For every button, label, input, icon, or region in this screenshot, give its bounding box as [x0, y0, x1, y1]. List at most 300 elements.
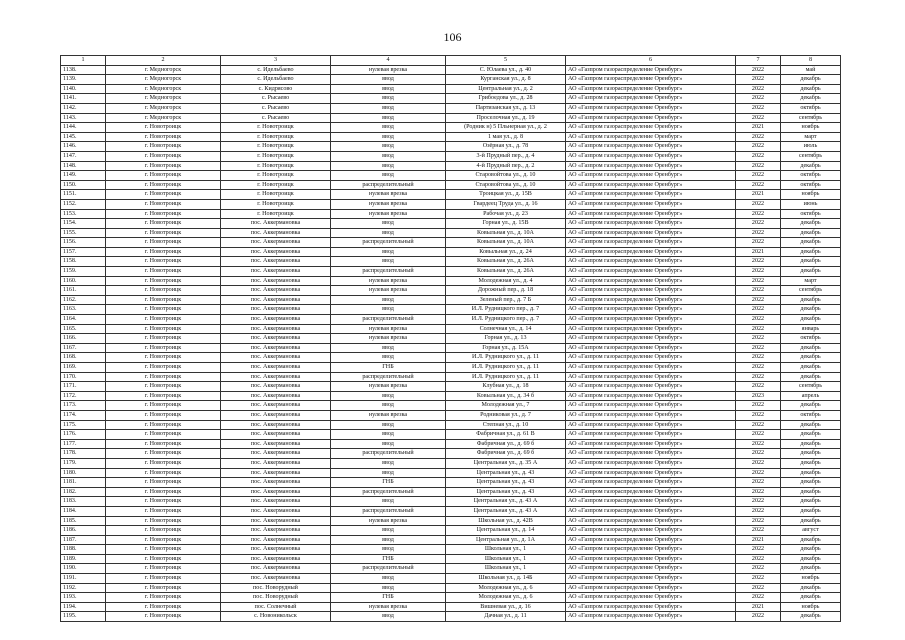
- year-cell: 2022: [736, 171, 781, 181]
- row-number-cell: 1157.: [61, 247, 106, 257]
- address-cell: Курганская ул., д. 8: [446, 75, 566, 85]
- address-cell: Старовойтова ул., д. 10: [446, 180, 566, 190]
- organization-cell: АО «Газпром газораспределение Оренбург»: [566, 458, 736, 468]
- address-cell: И.Л. Рудницкого ул., д. 11: [446, 353, 566, 363]
- row-number-cell: 1171.: [61, 382, 106, 392]
- district-cell: г. Новотроицк: [106, 286, 221, 296]
- district-cell: г. Новотроицк: [106, 190, 221, 200]
- row-number-cell: 1184.: [61, 506, 106, 516]
- data-table: [60, 55, 841, 622]
- address-cell: И.Л. Рудницкого пер., д. 7: [446, 315, 566, 325]
- table-row: [61, 295, 841, 305]
- settlement-cell: пос. Аккермановка: [221, 545, 331, 555]
- table-row: [61, 401, 841, 411]
- settlement-cell: с. Идельбаево: [221, 75, 331, 85]
- row-number-cell: 1190.: [61, 564, 106, 574]
- table-row: [61, 478, 841, 488]
- month-cell: ноябрь: [781, 574, 841, 584]
- row-number-cell: 1147.: [61, 151, 106, 161]
- work-type-cell: ввод: [331, 430, 446, 440]
- address-cell: Озёрная ул., д. 78: [446, 142, 566, 152]
- year-cell: 2022: [736, 487, 781, 497]
- settlement-cell: пос. Аккермановка: [221, 554, 331, 564]
- month-cell: сентябрь: [781, 151, 841, 161]
- month-cell: декабрь: [781, 593, 841, 603]
- address-cell: Солнечная ул., д. 14: [446, 324, 566, 334]
- month-cell: декабрь: [781, 363, 841, 373]
- settlement-cell: пос. Аккермановка: [221, 458, 331, 468]
- address-cell: Горная ул., д. 15А: [446, 343, 566, 353]
- address-cell: И.Л. Рудницкого пер., д. 7: [446, 305, 566, 315]
- organization-cell: АО «Газпром газораспределение Оренбург»: [566, 410, 736, 420]
- table-row: [61, 209, 841, 219]
- year-cell: 2022: [736, 526, 781, 536]
- year-cell: 2022: [736, 506, 781, 516]
- settlement-cell: г. Новотроицк: [221, 171, 331, 181]
- organization-cell: АО «Газпром газораспределение Оренбург»: [566, 132, 736, 142]
- column-header: 1: [61, 56, 106, 66]
- settlement-cell: пос. Аккермановка: [221, 401, 331, 411]
- work-type-cell: ввод: [331, 401, 446, 411]
- month-cell: декабрь: [781, 372, 841, 382]
- organization-cell: АО «Газпром газораспределение Оренбург»: [566, 305, 736, 315]
- month-cell: декабрь: [781, 353, 841, 363]
- month-cell: декабрь: [781, 583, 841, 593]
- year-cell: 2022: [736, 103, 781, 113]
- settlement-cell: г. Новотроицк: [221, 209, 331, 219]
- district-cell: г. Новотроицк: [106, 554, 221, 564]
- address-cell: Дорожный пер., д. 18: [446, 286, 566, 296]
- work-type-cell: ввод: [331, 526, 446, 536]
- table-row: [61, 84, 841, 94]
- year-cell: 2022: [736, 267, 781, 277]
- organization-cell: АО «Газпром газораспределение Оренбург»: [566, 190, 736, 200]
- row-number-cell: 1144.: [61, 123, 106, 133]
- district-cell: г. Новотроицк: [106, 171, 221, 181]
- column-header: 7: [736, 56, 781, 66]
- month-cell: декабрь: [781, 315, 841, 325]
- organization-cell: АО «Газпром газораспределение Оренбург»: [566, 180, 736, 190]
- settlement-cell: с. Рысаево: [221, 113, 331, 123]
- month-cell: ноябрь: [781, 123, 841, 133]
- column-header: 6: [566, 56, 736, 66]
- month-cell: декабрь: [781, 449, 841, 459]
- district-cell: г. Новотроицк: [106, 478, 221, 488]
- table-row: [61, 199, 841, 209]
- year-cell: 2022: [736, 478, 781, 488]
- work-type-cell: нулевая врезка: [331, 334, 446, 344]
- district-cell: г. Новотроицк: [106, 612, 221, 622]
- year-cell: 2022: [736, 209, 781, 219]
- work-type-cell: ввод: [331, 84, 446, 94]
- month-cell: декабрь: [781, 219, 841, 229]
- address-cell: Ковыльная ул., д. 26А: [446, 267, 566, 277]
- table-row: [61, 132, 841, 142]
- district-cell: г. Новотроицк: [106, 391, 221, 401]
- settlement-cell: пос. Аккермановка: [221, 295, 331, 305]
- year-cell: 2022: [736, 468, 781, 478]
- organization-cell: АО «Газпром газораспределение Оренбург»: [566, 103, 736, 113]
- table-row: [61, 142, 841, 152]
- organization-cell: АО «Газпром газораспределение Оренбург»: [566, 228, 736, 238]
- table-row: [61, 516, 841, 526]
- district-cell: г. Новотроицк: [106, 382, 221, 392]
- table-row: [61, 305, 841, 315]
- district-cell: г. Медногорск: [106, 65, 221, 75]
- organization-cell: АО «Газпром газораспределение Оренбург»: [566, 583, 736, 593]
- row-number-cell: 1193.: [61, 593, 106, 603]
- address-cell: Центральная ул., д. 14: [446, 526, 566, 536]
- work-type-cell: распределительный: [331, 180, 446, 190]
- column-header: 2: [106, 56, 221, 66]
- year-cell: 2022: [736, 449, 781, 459]
- organization-cell: АО «Газпром газораспределение Оренбург»: [566, 209, 736, 219]
- settlement-cell: пос. Аккермановка: [221, 324, 331, 334]
- row-number-cell: 1159.: [61, 267, 106, 277]
- address-cell: Школьная ул., д. 14Б: [446, 574, 566, 584]
- year-cell: 2022: [736, 564, 781, 574]
- row-number-cell: 1174.: [61, 410, 106, 420]
- row-number-cell: 1172.: [61, 391, 106, 401]
- district-cell: г. Новотроицк: [106, 334, 221, 344]
- organization-cell: АО «Газпром газораспределение Оренбург»: [566, 526, 736, 536]
- settlement-cell: пос. Аккермановка: [221, 257, 331, 267]
- district-cell: г. Новотроицк: [106, 353, 221, 363]
- settlement-cell: пос. Аккермановка: [221, 526, 331, 536]
- address-cell: Центральная ул., д. 2: [446, 84, 566, 94]
- table-row: [61, 363, 841, 373]
- settlement-cell: г. Новотроицк: [221, 142, 331, 152]
- row-number-cell: 1142.: [61, 103, 106, 113]
- table-row: [61, 583, 841, 593]
- row-number-cell: 1180.: [61, 468, 106, 478]
- month-cell: март: [781, 276, 841, 286]
- year-cell: 2022: [736, 420, 781, 430]
- district-cell: г. Новотроицк: [106, 410, 221, 420]
- settlement-cell: пос. Аккермановка: [221, 410, 331, 420]
- organization-cell: АО «Газпром газораспределение Оренбург»: [566, 276, 736, 286]
- work-type-cell: распределительный: [331, 564, 446, 574]
- district-cell: г. Новотроицк: [106, 132, 221, 142]
- work-type-cell: ввод: [331, 343, 446, 353]
- address-cell: Ковыльная ул., д. 10А: [446, 228, 566, 238]
- address-cell: 1 мая ул., д. 8: [446, 132, 566, 142]
- settlement-cell: пос. Аккермановка: [221, 468, 331, 478]
- row-number-cell: 1179.: [61, 458, 106, 468]
- month-cell: ноябрь: [781, 190, 841, 200]
- year-cell: 2022: [736, 151, 781, 161]
- district-cell: г. Новотроицк: [106, 267, 221, 277]
- work-type-cell: ГНБ: [331, 478, 446, 488]
- work-type-cell: распределительный: [331, 238, 446, 248]
- work-type-cell: ввод: [331, 391, 446, 401]
- row-number-cell: 1185.: [61, 516, 106, 526]
- table-row: [61, 324, 841, 334]
- organization-cell: АО «Газпром газораспределение Оренбург»: [566, 564, 736, 574]
- year-cell: 2022: [736, 382, 781, 392]
- settlement-cell: г. Новотроицк: [221, 151, 331, 161]
- month-cell: декабрь: [781, 401, 841, 411]
- year-cell: 2022: [736, 94, 781, 104]
- table-row: [61, 219, 841, 229]
- address-cell: Молодежная ул., д. 6: [446, 593, 566, 603]
- work-type-cell: ввод: [331, 151, 446, 161]
- month-cell: сентябрь: [781, 382, 841, 392]
- address-cell: Ковыльная ул., д. 34 б: [446, 391, 566, 401]
- year-cell: 2022: [736, 343, 781, 353]
- month-cell: сентябрь: [781, 286, 841, 296]
- settlement-cell: пос. Аккермановка: [221, 228, 331, 238]
- address-cell: Центральная ул., д. 43 А: [446, 506, 566, 516]
- organization-cell: АО «Газпром газораспределение Оренбург»: [566, 247, 736, 257]
- settlement-cell: пос. Аккермановка: [221, 267, 331, 277]
- organization-cell: АО «Газпром газораспределение Оренбург»: [566, 401, 736, 411]
- settlement-cell: с. Рысаево: [221, 94, 331, 104]
- work-type-cell: нулевая врезка: [331, 190, 446, 200]
- organization-cell: АО «Газпром газораспределение Оренбург»: [566, 420, 736, 430]
- year-cell: 2022: [736, 593, 781, 603]
- settlement-cell: пос. Аккермановка: [221, 334, 331, 344]
- district-cell: г. Новотроицк: [106, 439, 221, 449]
- organization-cell: АО «Газпром газораспределение Оренбург»: [566, 612, 736, 622]
- year-cell: 2022: [736, 305, 781, 315]
- district-cell: г. Новотроицк: [106, 401, 221, 411]
- address-cell: Молодежная ул., д. 6: [446, 583, 566, 593]
- row-number-cell: 1154.: [61, 219, 106, 229]
- row-number-cell: 1155.: [61, 228, 106, 238]
- row-number-cell: 1183.: [61, 497, 106, 507]
- year-cell: 2022: [736, 583, 781, 593]
- work-type-cell: нулевая врезка: [331, 209, 446, 219]
- table-row: [61, 554, 841, 564]
- month-cell: декабрь: [781, 439, 841, 449]
- district-cell: г. Новотроицк: [106, 487, 221, 497]
- year-cell: 2022: [736, 161, 781, 171]
- year-cell: 2022: [736, 430, 781, 440]
- settlement-cell: пос. Новорудный: [221, 583, 331, 593]
- district-cell: г. Новотроицк: [106, 315, 221, 325]
- month-cell: январь: [781, 324, 841, 334]
- organization-cell: АО «Газпром газораспределение Оренбург»: [566, 343, 736, 353]
- row-number-cell: 1178.: [61, 449, 106, 459]
- row-number-cell: 1186.: [61, 526, 106, 536]
- district-cell: г. Новотроицк: [106, 583, 221, 593]
- month-cell: декабрь: [781, 554, 841, 564]
- work-type-cell: распределительный: [331, 506, 446, 516]
- work-type-cell: распределительный: [331, 267, 446, 277]
- year-cell: 2022: [736, 574, 781, 584]
- settlement-cell: пос. Аккермановка: [221, 420, 331, 430]
- month-cell: октябрь: [781, 180, 841, 190]
- table-row: [61, 506, 841, 516]
- address-cell: Зеленый пер., д. 7 Б: [446, 295, 566, 305]
- table-row: [61, 564, 841, 574]
- month-cell: декабрь: [781, 343, 841, 353]
- table-row: [61, 593, 841, 603]
- address-cell: Грибоедова ул., д. 28: [446, 94, 566, 104]
- work-type-cell: ввод: [331, 219, 446, 229]
- table-row: [61, 343, 841, 353]
- organization-cell: АО «Газпром газораспределение Оренбург»: [566, 257, 736, 267]
- year-cell: 2022: [736, 439, 781, 449]
- organization-cell: АО «Газпром газораспределение Оренбург»: [566, 554, 736, 564]
- row-number-cell: 1161.: [61, 286, 106, 296]
- table-row: [61, 315, 841, 325]
- settlement-cell: г. Новотроицк: [221, 132, 331, 142]
- row-number-cell: 1175.: [61, 420, 106, 430]
- table-row: [61, 180, 841, 190]
- year-cell: 2022: [736, 257, 781, 267]
- organization-cell: АО «Газпром газораспределение Оренбург»: [566, 94, 736, 104]
- work-type-cell: нулевая врезка: [331, 516, 446, 526]
- district-cell: г. Новотроицк: [106, 324, 221, 334]
- organization-cell: АО «Газпром газораспределение Оренбург»: [566, 113, 736, 123]
- row-number-cell: 1177.: [61, 439, 106, 449]
- organization-cell: АО «Газпром газораспределение Оренбург»: [566, 535, 736, 545]
- row-number-cell: 1160.: [61, 276, 106, 286]
- settlement-cell: г. Новотроицк: [221, 180, 331, 190]
- organization-cell: АО «Газпром газораспределение Оренбург»: [566, 497, 736, 507]
- row-number-cell: 1191.: [61, 574, 106, 584]
- row-number-cell: 1152.: [61, 199, 106, 209]
- table-row: [61, 228, 841, 238]
- address-cell: Гвардеец Труда ул., д. 16: [446, 199, 566, 209]
- year-cell: 2022: [736, 84, 781, 94]
- year-cell: 2022: [736, 334, 781, 344]
- table-row: [61, 75, 841, 85]
- address-cell: Школьная ул., 1: [446, 545, 566, 555]
- row-number-cell: 1182.: [61, 487, 106, 497]
- organization-cell: АО «Газпром газораспределение Оренбург»: [566, 219, 736, 229]
- district-cell: г. Новотроицк: [106, 372, 221, 382]
- page-number: 106: [443, 30, 462, 44]
- month-cell: октябрь: [781, 103, 841, 113]
- row-number-cell: 1153.: [61, 209, 106, 219]
- month-cell: декабрь: [781, 478, 841, 488]
- address-cell: Школьная ул., 1: [446, 554, 566, 564]
- address-cell: Троицкая ул., д. 15В: [446, 190, 566, 200]
- work-type-cell: нулевая врезка: [331, 410, 446, 420]
- settlement-cell: пос. Аккермановка: [221, 305, 331, 315]
- settlement-cell: пос. Аккермановка: [221, 343, 331, 353]
- work-type-cell: ввод: [331, 161, 446, 171]
- work-type-cell: нулевая врезка: [331, 65, 446, 75]
- month-cell: сентябрь: [781, 113, 841, 123]
- district-cell: г. Новотроицк: [106, 199, 221, 209]
- month-cell: декабрь: [781, 238, 841, 248]
- row-number-cell: 1181.: [61, 478, 106, 488]
- district-cell: г. Новотроицк: [106, 123, 221, 133]
- address-cell: 4-й Прудный пер., д. 2: [446, 161, 566, 171]
- district-cell: г. Новотроицк: [106, 161, 221, 171]
- table-row: [61, 276, 841, 286]
- work-type-cell: ввод: [331, 353, 446, 363]
- address-cell: 3-й Прудный пер., д. 4: [446, 151, 566, 161]
- year-cell: 2022: [736, 324, 781, 334]
- month-cell: декабрь: [781, 535, 841, 545]
- organization-cell: АО «Газпром газораспределение Оренбург»: [566, 430, 736, 440]
- settlement-cell: пос. Аккермановка: [221, 247, 331, 257]
- organization-cell: АО «Газпром газораспределение Оренбург»: [566, 574, 736, 584]
- month-cell: декабрь: [781, 497, 841, 507]
- district-cell: г. Новотроицк: [106, 545, 221, 555]
- organization-cell: АО «Газпром газораспределение Оренбург»: [566, 363, 736, 373]
- row-number-cell: 1156.: [61, 238, 106, 248]
- settlement-cell: пос. Аккермановка: [221, 430, 331, 440]
- work-type-cell: ГНБ: [331, 593, 446, 603]
- address-cell: С. Юлаева ул., д. 40: [446, 65, 566, 75]
- table-row: [61, 286, 841, 296]
- table-row: [61, 151, 841, 161]
- work-type-cell: нулевая врезка: [331, 199, 446, 209]
- year-cell: 2022: [736, 545, 781, 555]
- district-cell: г. Новотроицк: [106, 295, 221, 305]
- organization-cell: АО «Газпром газораспределение Оренбург»: [566, 267, 736, 277]
- work-type-cell: ввод: [331, 75, 446, 85]
- district-cell: г. Медногорск: [106, 84, 221, 94]
- work-type-cell: нулевая врезка: [331, 602, 446, 612]
- row-number-cell: 1166.: [61, 334, 106, 344]
- column-header: 4: [331, 56, 446, 66]
- address-cell: Фабричная ул., д. 69 б: [446, 449, 566, 459]
- organization-cell: АО «Газпром газораспределение Оренбург»: [566, 487, 736, 497]
- organization-cell: АО «Газпром газораспределение Оренбург»: [566, 199, 736, 209]
- table-row: [61, 334, 841, 344]
- address-cell: Фабричная ул., д. 69 б: [446, 439, 566, 449]
- district-cell: г. Новотроицк: [106, 343, 221, 353]
- year-cell: 2022: [736, 554, 781, 564]
- work-type-cell: ввод: [331, 123, 446, 133]
- settlement-cell: пос. Аккермановка: [221, 391, 331, 401]
- settlement-cell: пос. Аккермановка: [221, 574, 331, 584]
- year-cell: 2022: [736, 113, 781, 123]
- month-cell: май: [781, 65, 841, 75]
- month-cell: декабрь: [781, 506, 841, 516]
- district-cell: г. Новотроицк: [106, 305, 221, 315]
- settlement-cell: пос. Аккермановка: [221, 506, 331, 516]
- work-type-cell: распределительный: [331, 487, 446, 497]
- work-type-cell: ввод: [331, 458, 446, 468]
- work-type-cell: нулевая врезка: [331, 286, 446, 296]
- row-number-cell: 1141.: [61, 94, 106, 104]
- work-type-cell: ввод: [331, 497, 446, 507]
- address-cell: Степная ул., д. 10: [446, 420, 566, 430]
- month-cell: октябрь: [781, 209, 841, 219]
- work-type-cell: нулевая врезка: [331, 324, 446, 334]
- row-number-cell: 1194.: [61, 602, 106, 612]
- address-cell: Дачная ул., д. 11: [446, 612, 566, 622]
- month-cell: декабрь: [781, 228, 841, 238]
- settlement-cell: пос. Аккермановка: [221, 382, 331, 392]
- year-cell: 2022: [736, 410, 781, 420]
- month-cell: июль: [781, 142, 841, 152]
- table-row: [61, 247, 841, 257]
- work-type-cell: ввод: [331, 574, 446, 584]
- month-cell: декабрь: [781, 564, 841, 574]
- year-cell: 2022: [736, 612, 781, 622]
- table-row: [61, 238, 841, 248]
- district-cell: г. Новотроицк: [106, 430, 221, 440]
- row-number-cell: 1195.: [61, 612, 106, 622]
- row-number-cell: 1139.: [61, 75, 106, 85]
- settlement-cell: с. Рысаево: [221, 103, 331, 113]
- table-row: [61, 602, 841, 612]
- district-cell: г. Медногорск: [106, 75, 221, 85]
- year-cell: 2022: [736, 75, 781, 85]
- table-body: [61, 65, 841, 621]
- organization-cell: АО «Газпром газораспределение Оренбург»: [566, 295, 736, 305]
- settlement-cell: г. Новотроицк: [221, 123, 331, 133]
